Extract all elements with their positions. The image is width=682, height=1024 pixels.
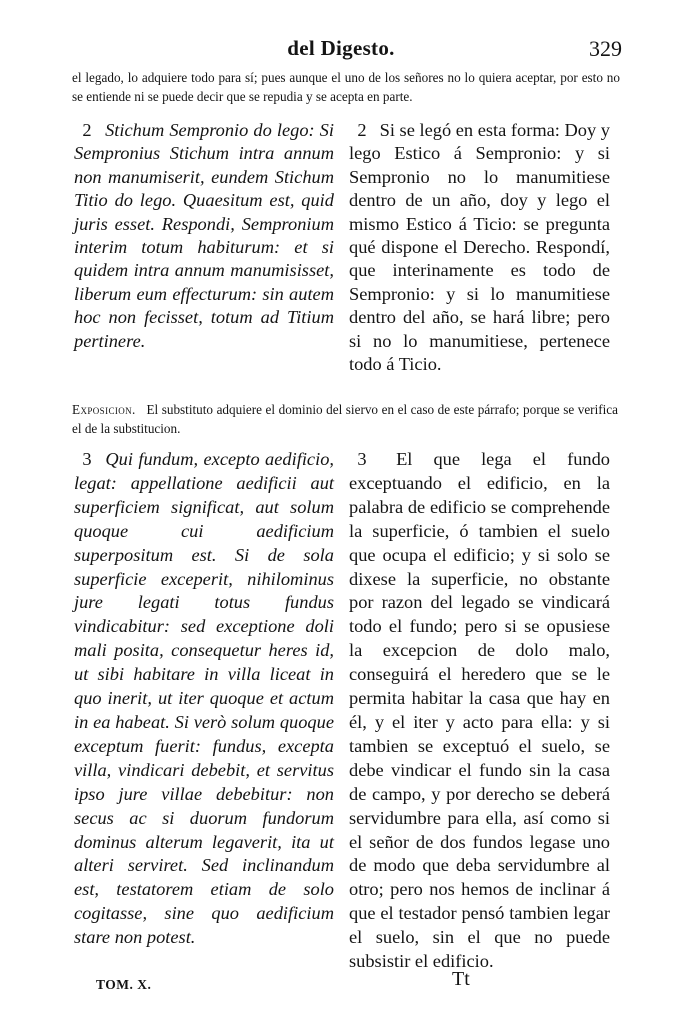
spanish-text: El que lega el fundo exceptuando el edificio, en la palabra de edificio se comprehende la superficie, ó tambien el suelo que ocupa el edificio; y si solo se dixese la superficie, no obstante por razon del legado se vindicará todo el fundo; pero si se opusiese la excepcion de dolo malo, conseguirá el heredero que se le permita habitar la casa que hay en él, y el iter y acto para ella: y si tambien se exceptuó el suelo, se debe vindicar el fundo sin la casa de campo, y por derecho se deberá servidumbre para ella, así como si el señor de dos fundos legase uno de modo que deba servidumbre al otro; pero nos hemos de inclinar á que el testador pensó tambien legar el suelo, sin el que no puede subsistir el edificio. [349, 449, 610, 972]
paragraph-number: 3 [357, 449, 367, 469]
exposicion-label: Exposicion. [72, 402, 136, 417]
exposicion-text: El substituto adquiere el dominio del siervo en el caso de este párrafo; porque se verifica el de la substitucion. [72, 402, 619, 436]
signature-mark: Tt [452, 968, 470, 990]
intro-note: el legado, lo adquiere todo para sí; pues aunque el uno de los señores no lo quiera aceptar, por esto no se entiende ni se puede decir que se repudia y se acepta en parte. [72, 70, 620, 104]
exposicion-note [72, 400, 618, 438]
latin-paragraph-3 [74, 448, 334, 950]
spanish-paragraph-2 [349, 119, 610, 376]
latin-paragraph-2 [74, 119, 334, 353]
running-head [0, 36, 682, 66]
latin-text: Stichum Sempronio do lego: Si Sempronius Stichum intra annum non manumiserit, eundem Stichum Titio do lego. Quaesitum est, quid juris esset. Respondi, Sempronium interim totum habiturum: et si quidem intra annum manumisisset, liberum eum effecturum: sin autem hoc non fecisset, totum ad Titium pertinere. [74, 120, 334, 351]
page-number: 329 [589, 36, 622, 61]
paragraph-number: 2 [357, 120, 367, 140]
running-title: del Digesto. [287, 36, 395, 60]
spanish-paragraph-3 [349, 448, 610, 974]
spanish-text: Si se legó en esta forma: Doy y lego Estico á Sempronio: y si Sempronio no lo manumitiese dentro de un año, doy y lego el mismo Estico á Ticio: se pregunta qué dispone el Derecho. Respondí, que interinamente es todo de Sempronio: y si lo manumitiese dentro del año, se hará libre; pero si no lo manumitiese, pertenece todo á Ticio. [349, 120, 610, 375]
paragraph-number: 2 [82, 120, 92, 140]
latin-text: Qui fundum, excepto aedificio, legat: appellatione aedificii aut superficiem significat, aut solum quoque cui aedificium superpositum est. Si de sola superficie exceperit, nihilominus jure legati totus fundus vindicabitur: sed exceptione doli mali posita, consequetur heres id, ut sibi habitare in villa liceat in quo inerit, ut iter quoque et actum in ea habeat. Si verò solum quoque exceptum fuerit: fundus, excepta villa, vindicari debebit, et servitus ipso jure villae debebitur: non secus ac si duorum fundorum dominus alterum legaverit, ita ut alteri serviret. Sed inclinandum est, testatorem etiam de solo cogitasse, sine quo aedificium stare non potest. [74, 449, 334, 948]
paragraph-number: 3 [82, 449, 92, 469]
tome-label: TOM. X. [96, 977, 152, 992]
